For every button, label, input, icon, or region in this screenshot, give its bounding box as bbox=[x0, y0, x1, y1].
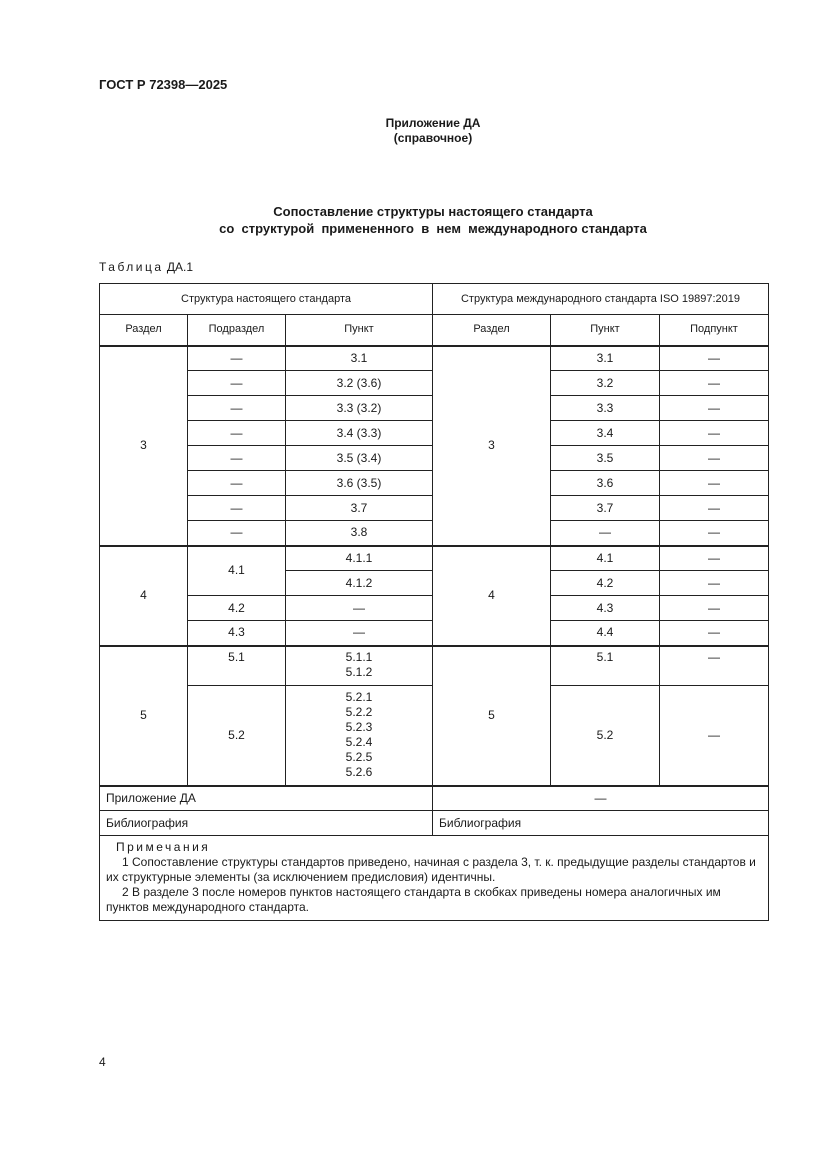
section-5-razdel: 5 bbox=[100, 646, 188, 786]
intl-punkt-cell: 3.7 bbox=[551, 496, 660, 521]
table-column-header-row bbox=[100, 315, 769, 346]
col-header-razdel: Раздел bbox=[100, 315, 188, 346]
section-3-razdel: 3 bbox=[100, 346, 188, 546]
punkt-cell: 3.4 (3.3) bbox=[286, 421, 433, 446]
intl-punkt-cell: 3.5 bbox=[551, 446, 660, 471]
podrazdel-cell: — bbox=[188, 371, 286, 396]
note-item: 2 В разделе 3 после номеров пунктов настоящего стандарта в скобках приведены номера аналогичных им пунктов международного стандарта. bbox=[106, 885, 721, 914]
punkt-cell: 4.1.1 bbox=[286, 546, 433, 571]
intl-punkt-cell: 4.2 bbox=[551, 571, 660, 596]
header-international-structure: Структура международного стандарта ISO 19897:2019 bbox=[433, 284, 769, 315]
col-header-podrazdel: Подраздел bbox=[188, 315, 286, 346]
podrazdel-cell: — bbox=[188, 496, 286, 521]
intl-podpunkt-cell: — bbox=[660, 446, 769, 471]
podrazdel-cell: 5.1 bbox=[188, 646, 286, 686]
col-header-punkt: Пункт bbox=[286, 315, 433, 346]
intl-podpunkt-cell: — bbox=[660, 521, 769, 546]
intl-punkt-cell: — bbox=[551, 521, 660, 546]
punkt-list-cell bbox=[286, 686, 433, 786]
appendix-row-left: Приложение ДА bbox=[100, 786, 433, 811]
intl-podpunkt-cell: — bbox=[660, 546, 769, 571]
bibliography-row bbox=[100, 811, 769, 836]
table-group-header-row bbox=[100, 284, 769, 315]
podrazdel-cell: — bbox=[188, 346, 286, 371]
appendix-row bbox=[100, 786, 769, 811]
col-header-intl-podpunkt: Подпункт bbox=[660, 315, 769, 346]
intl-punkt-cell: 3.3 bbox=[551, 396, 660, 421]
section-4-razdel: 4 bbox=[100, 546, 188, 646]
bibliography-row-left: Библиография bbox=[100, 811, 433, 836]
punkt-cell: — bbox=[286, 621, 433, 646]
table-caption-word: Таблица bbox=[99, 260, 164, 274]
comparison-table bbox=[99, 283, 769, 921]
col-header-intl-razdel: Раздел bbox=[433, 315, 551, 346]
punkt-cell: 3.6 (3.5) bbox=[286, 471, 433, 496]
document-code: ГОСТ Р 72398—2025 bbox=[99, 77, 228, 92]
podrazdel-cell: 4.3 bbox=[188, 621, 286, 646]
title-line-1: Сопоставление структуры настоящего стандарта bbox=[273, 204, 593, 219]
appendix-row-right: — bbox=[433, 786, 769, 811]
podrazdel-cell: — bbox=[188, 521, 286, 546]
bibliography-row-right: Библиография bbox=[433, 811, 769, 836]
table-row bbox=[100, 346, 769, 371]
punkt-item: 5.2.2 bbox=[345, 705, 373, 720]
podrazdel-cell: 4.2 bbox=[188, 596, 286, 621]
intl-punkt-cell: 3.4 bbox=[551, 421, 660, 446]
intl-punkt-cell: 4.3 bbox=[551, 596, 660, 621]
section-3-intl-razdel: 3 bbox=[433, 346, 551, 546]
podrazdel-cell: 5.2 bbox=[188, 686, 286, 786]
section-4-intl-razdel: 4 bbox=[433, 546, 551, 646]
intl-podpunkt-cell: — bbox=[660, 496, 769, 521]
punkt-item: 5.2.3 bbox=[345, 720, 373, 735]
col-header-intl-punkt: Пункт bbox=[551, 315, 660, 346]
notes-cell bbox=[100, 836, 769, 921]
punkt-cell: 3.5 (3.4) bbox=[286, 446, 433, 471]
table-row bbox=[100, 546, 769, 571]
intl-podpunkt-cell: — bbox=[660, 621, 769, 646]
appendix-status: (справочное) bbox=[393, 131, 473, 145]
intl-podpunkt-cell: — bbox=[660, 646, 769, 686]
punkt-list-cell bbox=[286, 646, 433, 686]
punkt-item: 5.1.2 bbox=[345, 664, 373, 679]
intl-punkt-cell: 3.1 bbox=[551, 346, 660, 371]
podrazdel-cell: — bbox=[188, 396, 286, 421]
intl-punkt-cell: 3.2 bbox=[551, 371, 660, 396]
punkt-cell: 3.2 (3.6) bbox=[286, 371, 433, 396]
appendix-heading bbox=[0, 116, 827, 146]
punkt-item: 5.1.1 bbox=[345, 649, 373, 664]
punkt-cell: 3.1 bbox=[286, 346, 433, 371]
note-item: 1 Сопоставление структуры стандартов приведено, начиная с раздела 3, т. к. предыдущие разделы стандартов и их структурные элементы (за исключением предисловия) идентичны. bbox=[106, 855, 756, 884]
table-caption-number: ДА.1 bbox=[166, 260, 194, 274]
podrazdel-cell: 4.1 bbox=[188, 546, 286, 596]
punkt-cell: — bbox=[286, 596, 433, 621]
notes-title: Примечания bbox=[116, 840, 211, 854]
intl-podpunkt-cell: — bbox=[660, 471, 769, 496]
intl-podpunkt-cell: — bbox=[660, 421, 769, 446]
section-5-intl-razdel: 5 bbox=[433, 646, 551, 786]
intl-podpunkt-cell: — bbox=[660, 571, 769, 596]
intl-podpunkt-cell: — bbox=[660, 371, 769, 396]
intl-punkt-cell: 3.6 bbox=[551, 471, 660, 496]
podrazdel-cell: — bbox=[188, 471, 286, 496]
intl-podpunkt-cell: — bbox=[660, 686, 769, 786]
intl-punkt-cell: 4.4 bbox=[551, 621, 660, 646]
intl-punkt-cell: 4.1 bbox=[551, 546, 660, 571]
header-national-structure: Структура настоящего стандарта bbox=[100, 284, 433, 315]
punkt-cell: 3.8 bbox=[286, 521, 433, 546]
punkt-item: 5.2.1 bbox=[345, 690, 373, 705]
punkt-item: 5.2.5 bbox=[345, 750, 373, 765]
punkt-cell: 4.1.2 bbox=[286, 571, 433, 596]
punkt-cell: 3.7 bbox=[286, 496, 433, 521]
notes-row bbox=[100, 836, 769, 921]
podrazdel-cell: — bbox=[188, 446, 286, 471]
podrazdel-cell: — bbox=[188, 421, 286, 446]
table-row bbox=[100, 646, 769, 686]
intl-punkt-cell: 5.2 bbox=[551, 686, 660, 786]
intl-podpunkt-cell: — bbox=[660, 346, 769, 371]
intl-podpunkt-cell: — bbox=[660, 596, 769, 621]
table-caption bbox=[99, 260, 193, 274]
document-title bbox=[0, 203, 827, 237]
title-line-2: со структурой примененного в нем международного стандарта bbox=[219, 221, 647, 236]
page-number: 4 bbox=[99, 1055, 106, 1069]
punkt-cell: 3.3 (3.2) bbox=[286, 396, 433, 421]
punkt-item: 5.2.4 bbox=[345, 735, 373, 750]
appendix-title: Приложение ДА bbox=[385, 116, 481, 130]
punkt-item: 5.2.6 bbox=[345, 765, 373, 780]
intl-podpunkt-cell: — bbox=[660, 396, 769, 421]
intl-punkt-cell: 5.1 bbox=[551, 646, 660, 686]
